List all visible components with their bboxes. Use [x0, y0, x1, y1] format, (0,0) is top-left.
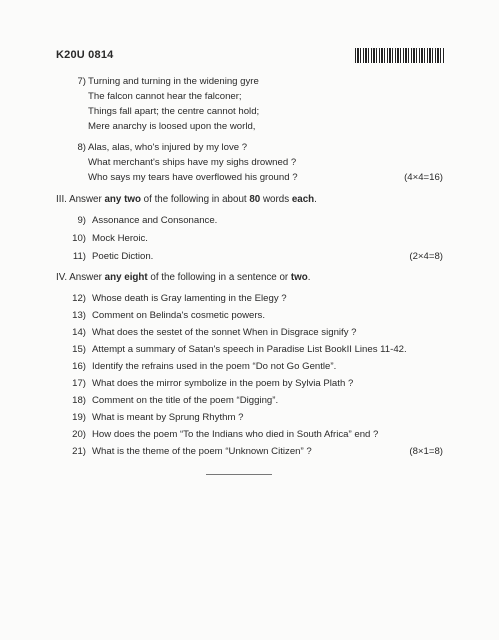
question-number: 15) [72, 344, 86, 355]
question-number: 16) [72, 361, 86, 372]
paper-code: K20U 0814 [56, 49, 114, 61]
question-text: What is the theme of the poem “Unknown Citizen” ? [92, 446, 312, 457]
question-number: 7) [77, 76, 86, 87]
section-4-heading [56, 272, 311, 284]
question-text: How does the poem “To the Indians who died in South Africa” end ? [92, 429, 379, 440]
question-number: 11) [72, 251, 86, 262]
poem-line: What merchant's ships have my sighs drowned ? [88, 157, 297, 168]
question-text: Whose death is Gray lamenting in the Elegy ? [92, 293, 287, 304]
poem-line: The falcon cannot hear the falconer; [88, 91, 242, 102]
question-text: Mock Heroic. [92, 233, 148, 244]
poem-line: Mere anarchy is loosed upon the world, [88, 121, 256, 132]
question-number: 9) [77, 215, 86, 226]
marks-allotment: (4×4=16) [404, 172, 443, 183]
question-number: 14) [72, 327, 86, 338]
heading-text: III. Answer [56, 194, 105, 205]
heading-emphasis: any two [104, 194, 141, 205]
question-number: 8) [77, 142, 86, 153]
heading-text: words [260, 194, 292, 205]
heading-emphasis: each [291, 194, 315, 205]
heading-text: . [307, 272, 311, 283]
question-text: Poetic Diction. [92, 251, 154, 262]
heading-emphasis: any eight [104, 272, 148, 283]
heading-emphasis: two [290, 272, 308, 283]
question-text: What does the sestet of the sonnet When in Disgrace signify ? [92, 327, 357, 338]
poem-line: Who says my tears have overflowed his ground ? [88, 172, 298, 183]
heading-emphasis: 80 [249, 194, 261, 205]
poem-line: Things fall apart; the centre cannot hold; [88, 106, 260, 117]
poem-line: Alas, alas, who's injured by my love ? [88, 142, 248, 153]
end-divider [206, 474, 272, 475]
question-text: Identify the refrains used in the poem “Do not Go Gentle”. [92, 361, 337, 372]
question-number: 18) [72, 395, 86, 406]
question-number: 20) [72, 429, 86, 440]
question-text: Comment on Belinda's cosmetic powers. [92, 310, 265, 321]
heading-text: of the following in a sentence or [147, 272, 291, 283]
question-number: 13) [72, 310, 86, 321]
poem-line: Turning and turning in the widening gyre [88, 76, 259, 87]
question-text: Comment on the title of the poem “Digging”. [92, 395, 279, 406]
barcode-image [355, 48, 445, 63]
heading-text: of the following in about [140, 194, 250, 205]
question-text: Assonance and Consonance. [92, 215, 218, 226]
question-text: What does the mirror symbolize in the poem by Sylvia Plath ? [92, 378, 354, 389]
question-text: Attempt a summary of Satan's speech in Paradise List BookII Lines 11-42. [92, 344, 407, 355]
question-number: 10) [72, 233, 86, 244]
question-number: 19) [72, 412, 86, 423]
question-text: What is meant by Sprung Rhythm ? [92, 412, 244, 423]
marks-allotment: (2×4=8) [409, 251, 443, 262]
heading-text: IV. Answer [56, 272, 105, 283]
question-number: 21) [72, 446, 86, 457]
heading-text: . [314, 194, 317, 205]
section-3-heading [56, 194, 317, 206]
marks-allotment: (8×1=8) [409, 446, 443, 457]
question-number: 17) [72, 378, 86, 389]
question-number: 12) [72, 293, 86, 304]
